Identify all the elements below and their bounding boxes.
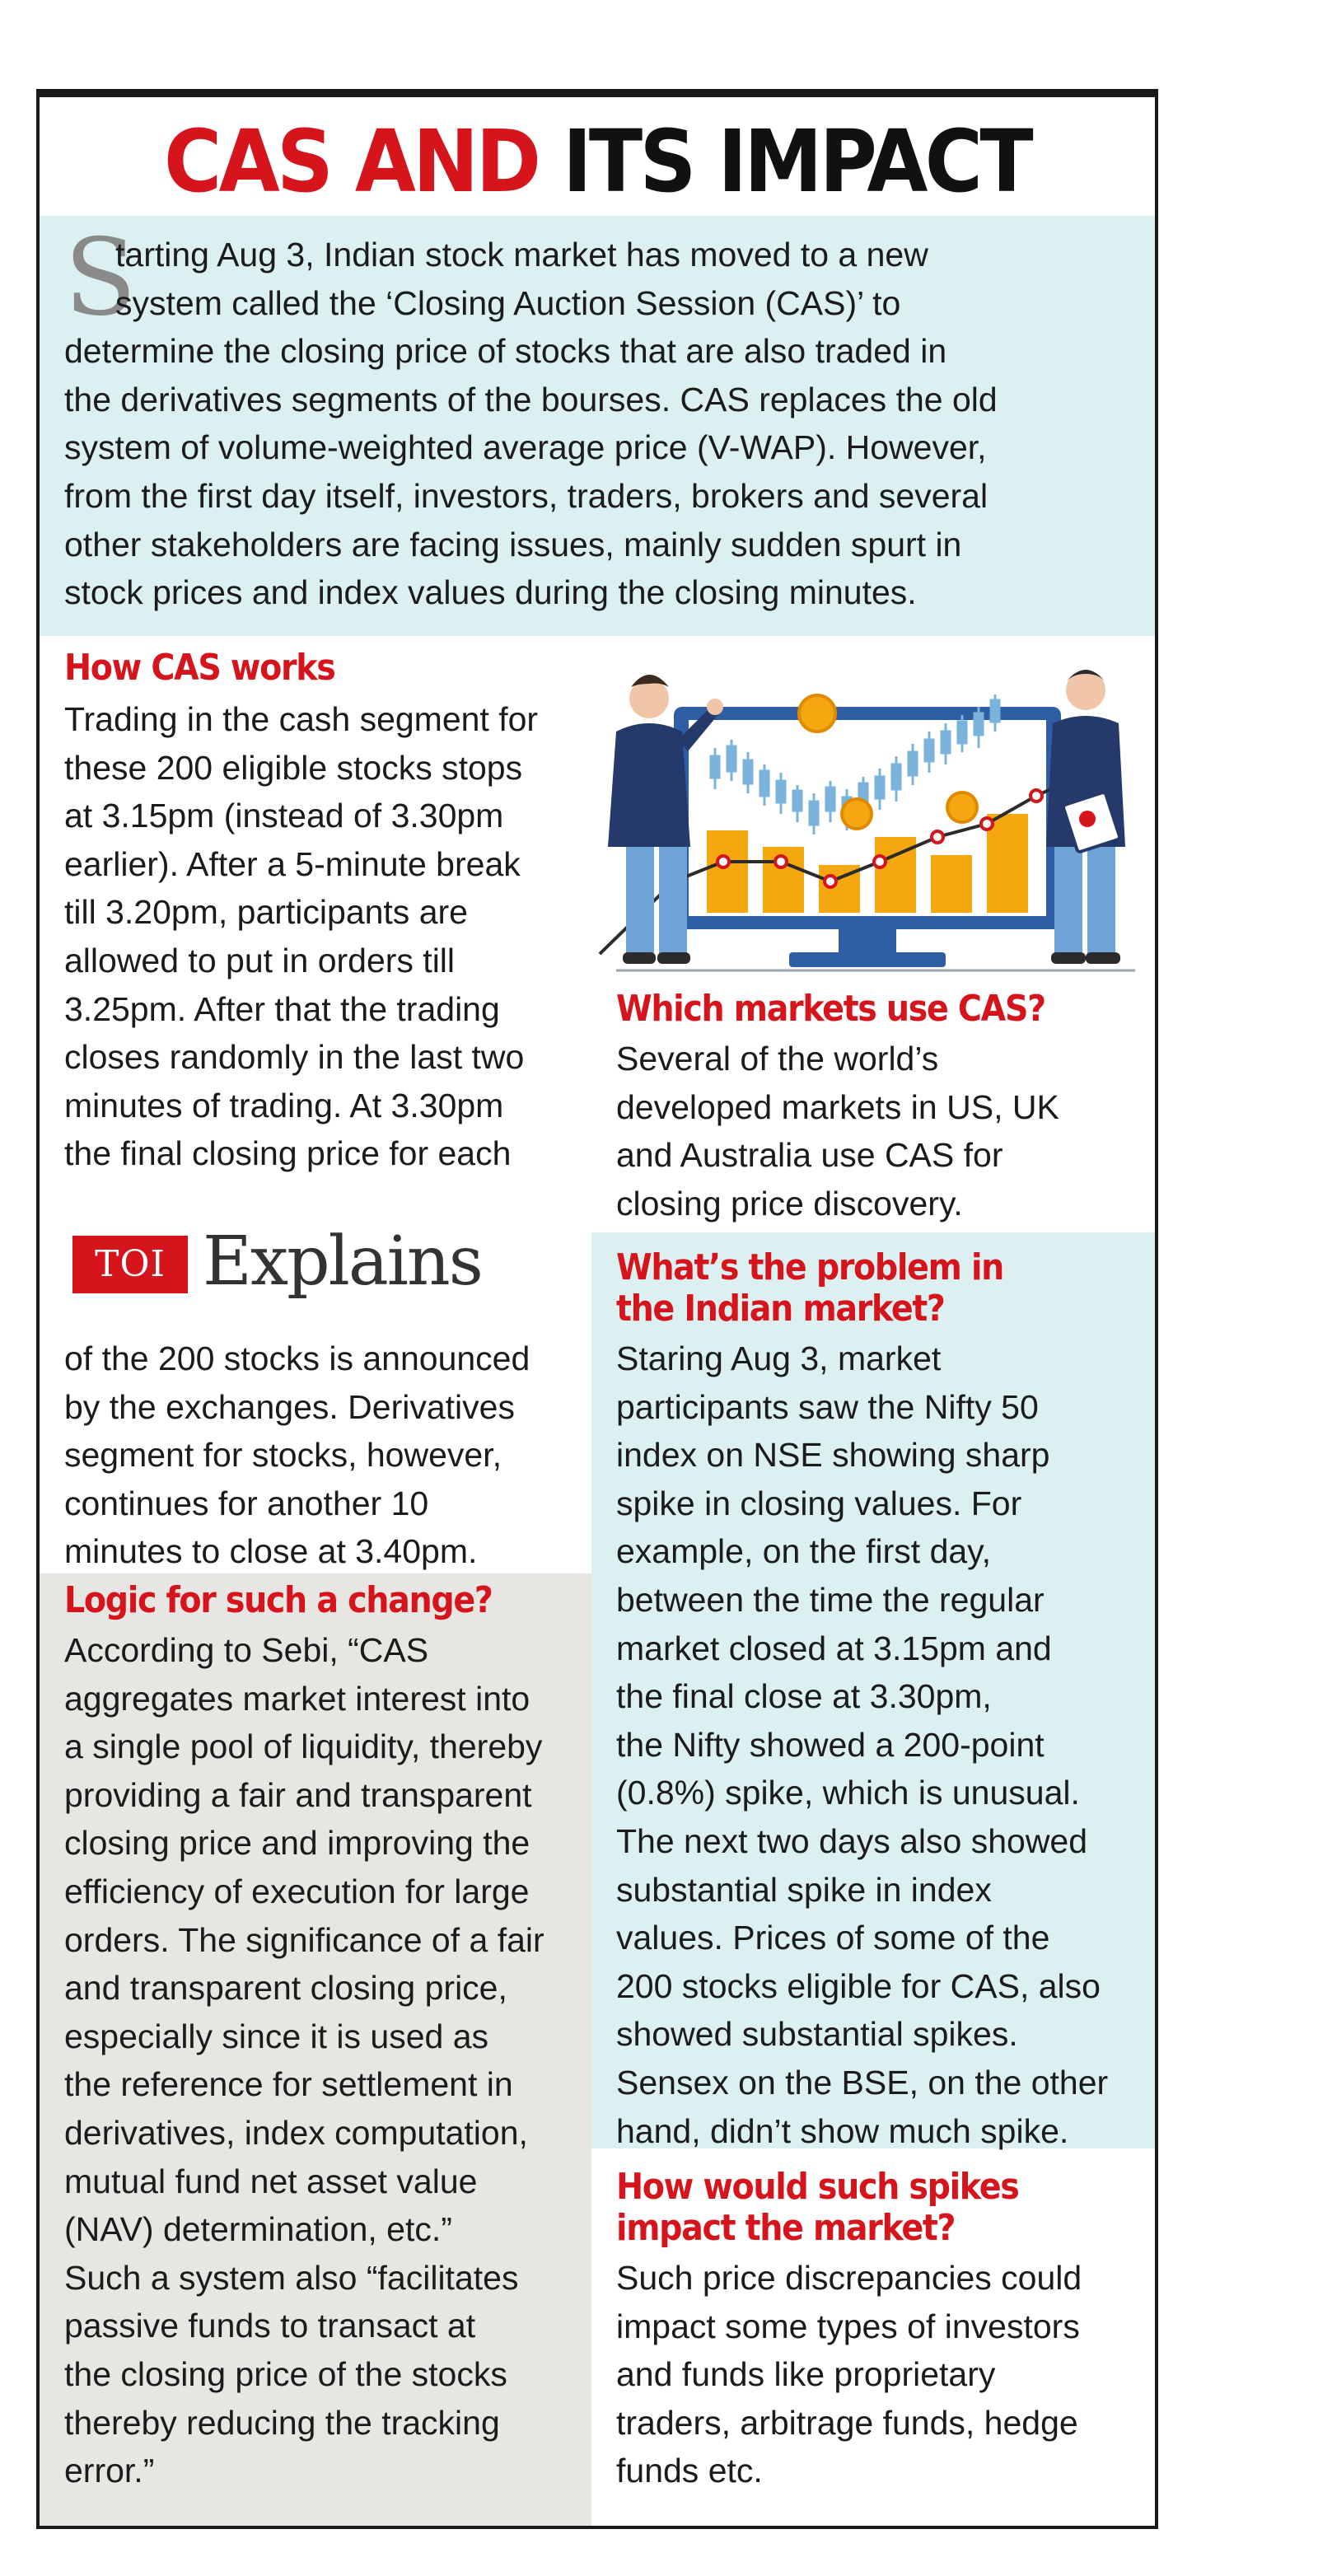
problem-line: participants saw the Nifty 50 xyxy=(616,1387,1039,1426)
problem-line: Staring Aug 3, market xyxy=(616,1339,942,1377)
logic-line: providing a fair and transparent xyxy=(64,1775,532,1814)
problem-line: values. Prices of some of the xyxy=(616,1919,1050,1957)
logic-heading: Logic for such a change? xyxy=(64,1579,493,1621)
article-frame xyxy=(36,89,1158,2529)
how-line: till 3.20pm, participants are xyxy=(64,893,468,932)
impact-line: traders, arbitrage funds, hedge xyxy=(616,2403,1078,2442)
problem-line: 200 stocks eligible for CAS, also xyxy=(616,1966,1101,2005)
which-line: Several of the world’s xyxy=(616,1040,939,1078)
problem-heading-line: What’s the problem in xyxy=(616,1246,1004,1288)
how-line: Trading in the cash segment for xyxy=(64,700,539,738)
intro-line: the derivatives segments of the bourses. CAS replaces the old xyxy=(64,380,998,418)
logic-line: the reference for settlement in xyxy=(64,2065,513,2104)
drop-cap: S xyxy=(64,217,137,339)
impact-line: and funds like proprietary xyxy=(616,2355,996,2394)
impact-line: funds etc. xyxy=(616,2452,763,2490)
stock-market-analysts-illustration-icon xyxy=(583,649,1155,979)
how-line: at 3.15pm (instead of 3.30pm xyxy=(64,797,504,835)
which-line: and Australia use CAS for xyxy=(616,1136,1003,1175)
how-line: 3.25pm. After that the trading xyxy=(64,989,500,1028)
problem-line: example, on the first day, xyxy=(616,1532,992,1571)
problem-heading-line: the Indian market? xyxy=(616,1288,945,1330)
toi-explains-logo xyxy=(72,1214,567,1305)
intro-line: determine the closing price of stocks that are also traded in xyxy=(64,332,947,371)
problem-line: market closed at 3.15pm and xyxy=(616,1629,1052,1667)
problem-line: hand, didn’t show much spike. xyxy=(616,2111,1069,2150)
impact-heading-line: How would such spikes xyxy=(616,2166,1019,2208)
how-line: closes randomly in the last two xyxy=(64,1038,525,1077)
logic-line: Such a system also “facilitates xyxy=(64,2258,519,2297)
how-cas-works-section xyxy=(64,648,600,1178)
impact-section xyxy=(616,2167,1152,2495)
how-line: allowed to put in orders till xyxy=(64,941,456,979)
how-line: minutes of trading. At 3.30pm xyxy=(64,1086,504,1124)
intro-line: system of volume-weighted average price (V-WAP). However, xyxy=(64,428,987,467)
article-title xyxy=(84,112,1110,211)
which-markets-section xyxy=(616,989,1152,1227)
problem-line: substantial spike in index xyxy=(616,1870,992,1909)
logic-line: and transparent closing price, xyxy=(64,1969,507,2008)
problem-section xyxy=(616,1247,1152,2155)
logic-line: error.” xyxy=(64,2452,155,2490)
intro-line: stock prices and index values during the closing minutes. xyxy=(64,573,917,612)
monitor-stand-icon xyxy=(839,929,896,954)
logic-line: the closing price of the stocks xyxy=(64,2354,507,2393)
logic-line: especially since it is used as xyxy=(64,2017,489,2055)
intro-box xyxy=(40,216,1155,636)
logic-line: aggregates market interest into xyxy=(64,1679,530,1718)
problem-line: the final close at 3.30pm, xyxy=(616,1677,992,1716)
impact-line: Such price discrepancies could xyxy=(616,2259,1082,2297)
which-line: developed markets in US, UK xyxy=(616,1087,1059,1126)
logic-line: thereby reducing the tracking xyxy=(64,2403,500,2442)
chart-bar-icon xyxy=(987,814,1028,913)
problem-line: spike in closing values. For xyxy=(616,1484,1022,1522)
which-markets-heading: Which markets use CAS? xyxy=(616,988,1045,1030)
problem-line: index on NSE showing sharp xyxy=(616,1436,1050,1475)
problem-line: The next two days also showed xyxy=(616,1821,1088,1860)
impact-heading-line: impact the market? xyxy=(616,2207,956,2249)
how-line: by the exchanges. Derivatives xyxy=(64,1387,515,1426)
title-red-part: CAS AND xyxy=(164,111,539,212)
impact-line: impact some types of investors xyxy=(616,2307,1080,2345)
problem-line: (0.8%) spike, which is unusual. xyxy=(616,1774,1080,1812)
problem-line: between the time the regular xyxy=(616,1580,1045,1619)
problem-line: the Nifty showed a 200-point xyxy=(616,1725,1045,1764)
how-line: minutes to close at 3.40pm. xyxy=(64,1532,478,1571)
logic-line: mutual fund net asset value xyxy=(64,2162,478,2200)
how-cas-works-heading: How CAS works xyxy=(64,647,335,689)
how-line: segment for stocks, however, xyxy=(64,1436,502,1475)
how-line: the final closing price for each xyxy=(64,1134,512,1173)
intro-line: from the first day itself, investors, traders, brokers and several xyxy=(64,476,988,515)
monitor-base-icon xyxy=(789,952,946,967)
intro-line: other stakeholders are facing issues, mainly sudden spurt in xyxy=(64,525,962,563)
logic-line: orders. The significance of a fair xyxy=(64,1920,544,1959)
how-line: continues for another 10 xyxy=(64,1484,429,1522)
title-black-part: ITS IMPACT xyxy=(538,111,1031,212)
toi-explains-wordmark: Explains xyxy=(203,1223,482,1301)
problem-line: Sensex on the BSE, on the other xyxy=(616,2063,1109,2101)
how-line: these 200 eligible stocks stops xyxy=(64,748,523,787)
toi-badge: TOI xyxy=(72,1236,188,1293)
problem-line: showed substantial spikes. xyxy=(616,2015,1018,2054)
intro-text xyxy=(64,231,1135,617)
logic-line: derivatives, index computation, xyxy=(64,2113,528,2152)
how-line: of the 200 stocks is announced xyxy=(64,1339,530,1377)
how-cas-works-continued xyxy=(64,1335,600,1576)
logic-line: efficiency of execution for large xyxy=(64,1872,530,1910)
chart-bar-icon xyxy=(707,830,748,913)
logic-section xyxy=(64,1580,600,2495)
intro-line: tarting Aug 3, Indian stock market has moved to a new xyxy=(115,236,928,273)
logic-line: (NAV) determination, etc.” xyxy=(64,2210,452,2249)
logic-line: passive funds to transact at xyxy=(64,2307,476,2345)
logic-line: closing price and improving the xyxy=(64,1824,530,1863)
logic-line: According to Sebi, “CAS xyxy=(64,1631,429,1669)
logic-line: a single pool of liquidity, thereby xyxy=(64,1727,543,1766)
intro-line: system called the ‘Closing Auction Session (CAS)’ to xyxy=(115,283,901,322)
chart-bar-icon xyxy=(931,855,972,913)
how-line: earlier). After a 5-minute break xyxy=(64,844,521,883)
which-line: closing price discovery. xyxy=(616,1184,963,1223)
